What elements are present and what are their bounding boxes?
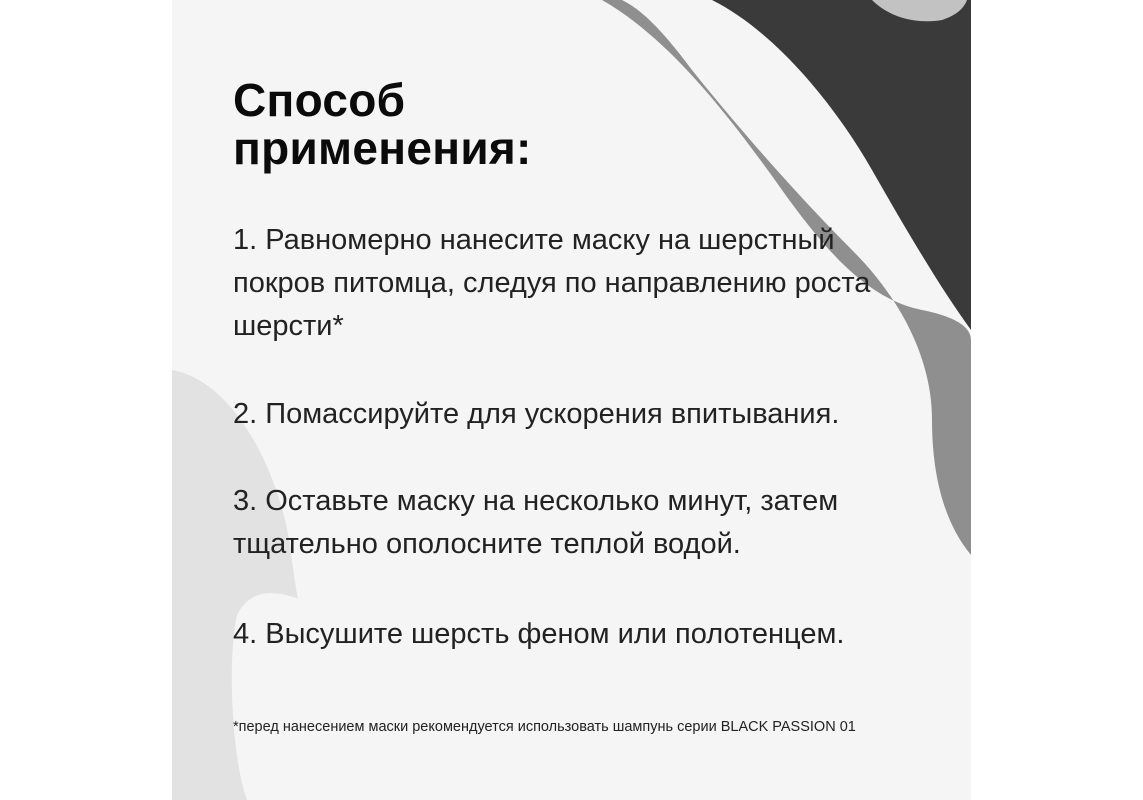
step-2-line-1: 2. Помассируйте для ускорения впитывания. [233, 398, 840, 430]
title-line-1: Способ [233, 74, 406, 126]
step-1-line-1: 1. Равномерно нанесите маску на шерстный [233, 224, 835, 256]
footnote: *перед нанесением маски рекомендуется использовать шампунь серии BLACK PASSION 01 [233, 719, 856, 735]
step-1-line-3: шерсти* [233, 310, 344, 342]
step-2 [233, 393, 933, 436]
instruction-card [172, 0, 971, 800]
step-3-line-1: 3. Оставьте маску на несколько минут, затем [233, 485, 839, 517]
step-3-line-2: тщательно ополосните теплой водой. [233, 528, 741, 560]
step-4 [233, 613, 933, 656]
page-title [233, 76, 532, 172]
title-line-2: применения: [233, 122, 532, 174]
step-3 [233, 480, 933, 566]
step-4-line-1: 4. Высушите шерсть феном или полотенцем. [233, 618, 845, 650]
step-1 [233, 219, 933, 348]
step-1-line-2: покров питомца, следуя по направлению роста [233, 267, 871, 299]
